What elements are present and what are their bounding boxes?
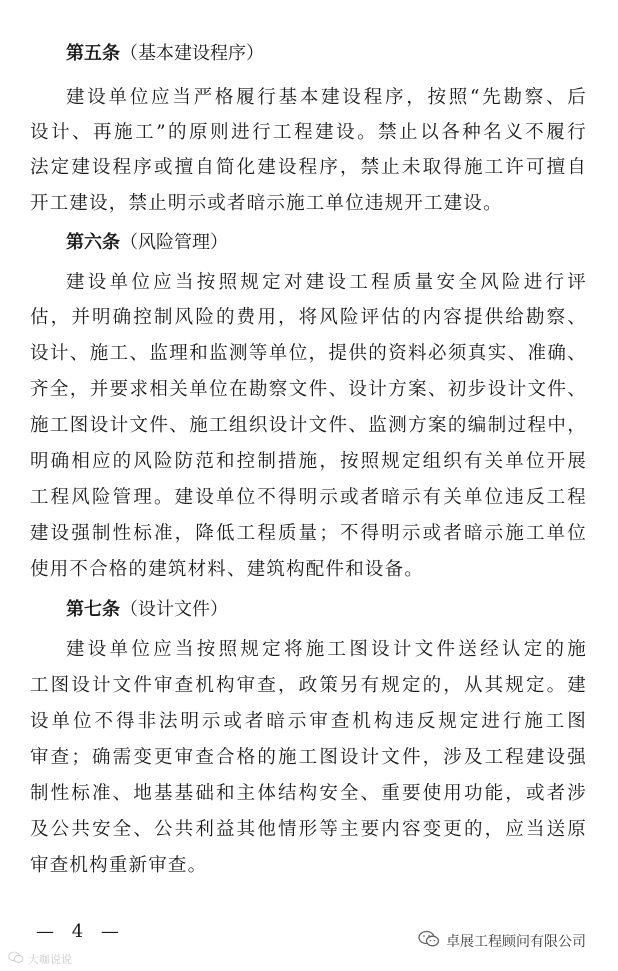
paragraph-line: 审查机构重新审查。 — [30, 855, 208, 876]
watermark-left — [8, 950, 72, 968]
paragraph-line: 使用不合格的建筑材料、建筑构配件和设备。 — [30, 559, 425, 580]
article-7-heading — [66, 596, 228, 624]
article-title: （基本建设程序） — [120, 43, 264, 64]
paragraph-line: 齐全，并要求相关单位在勘察文件、设计方案、初步设计文件、 — [30, 379, 587, 400]
article-6-heading — [66, 229, 228, 257]
paragraph-line: 制性标准、地基基础和主体结构安全、重要使用功能，或者涉 — [30, 783, 587, 804]
paragraph-line: 审查；确需变更审查合格的施工图设计文件，涉及工程建设强 — [30, 747, 587, 768]
article-title: （风险管理） — [120, 232, 228, 253]
article-number: 第六条 — [66, 232, 120, 253]
paragraph-line: 开工建设，禁止明示或者暗示施工单位违规开工建设。 — [30, 193, 503, 214]
watermark-left-text: 大咖说说 — [28, 953, 72, 966]
paragraph-line: 及公共安全、公共利益其他情形等主要内容变更的，应当送原 — [30, 819, 587, 840]
article-5-heading — [66, 40, 264, 68]
paragraph-line: 建设单位应当严格履行基本建设程序，按照“先勘察、后 — [66, 87, 587, 108]
watermark-right — [418, 930, 586, 952]
paragraph-line: 设计、再施工”的原则进行工程建设。禁止以各种名义不履行 — [30, 122, 587, 143]
paragraph-line: 法定建设程序或擅自简化建设程序，禁止未取得施工许可擅自 — [30, 157, 587, 178]
paragraph-line: 工程风险管理。建设单位不得明示或者暗示有关单位违反工程 — [30, 487, 587, 508]
article-title: （设计文件） — [120, 599, 228, 620]
paragraph-line: 建设单位应当按照规定将施工图设计文件送经认定的施 — [66, 639, 587, 660]
paragraph-line: 估，并明确控制风险的费用，将风险评估的内容提供给勘察、 — [30, 307, 587, 328]
paragraph-line: 设单位不得非法明示或者暗示审查机构违反规定进行施工图 — [30, 711, 587, 732]
wechat-icon — [418, 930, 440, 952]
article-number: 第五条 — [66, 43, 120, 64]
paragraph-line: 施工图设计文件、施工组织设计文件、监测方案的编制过程中， — [30, 415, 587, 436]
paragraph-line: 工图设计文件审查机构审查，政策另有规定的，从其规定。建 — [30, 675, 587, 696]
paragraph-line: 设计、施工、监理和监测等单位，提供的资料必须真实、准确、 — [30, 343, 587, 364]
paragraph-line: 建设单位应当按照规定对建设工程质量安全风险进行评 — [66, 272, 587, 293]
page-number: — 4 — — [36, 921, 125, 942]
paragraph-line: 建设强制性标准，降低工程质量；不得明示或者暗示施工单位 — [30, 523, 587, 544]
paragraph-line: 明确相应的风险防范和控制措施，按照规定组织有关单位开展 — [30, 451, 587, 472]
article-number: 第七条 — [66, 599, 120, 620]
wechat-icon — [8, 951, 24, 967]
watermark-company-name: 卓展工程顾问有限公司 — [446, 934, 586, 950]
